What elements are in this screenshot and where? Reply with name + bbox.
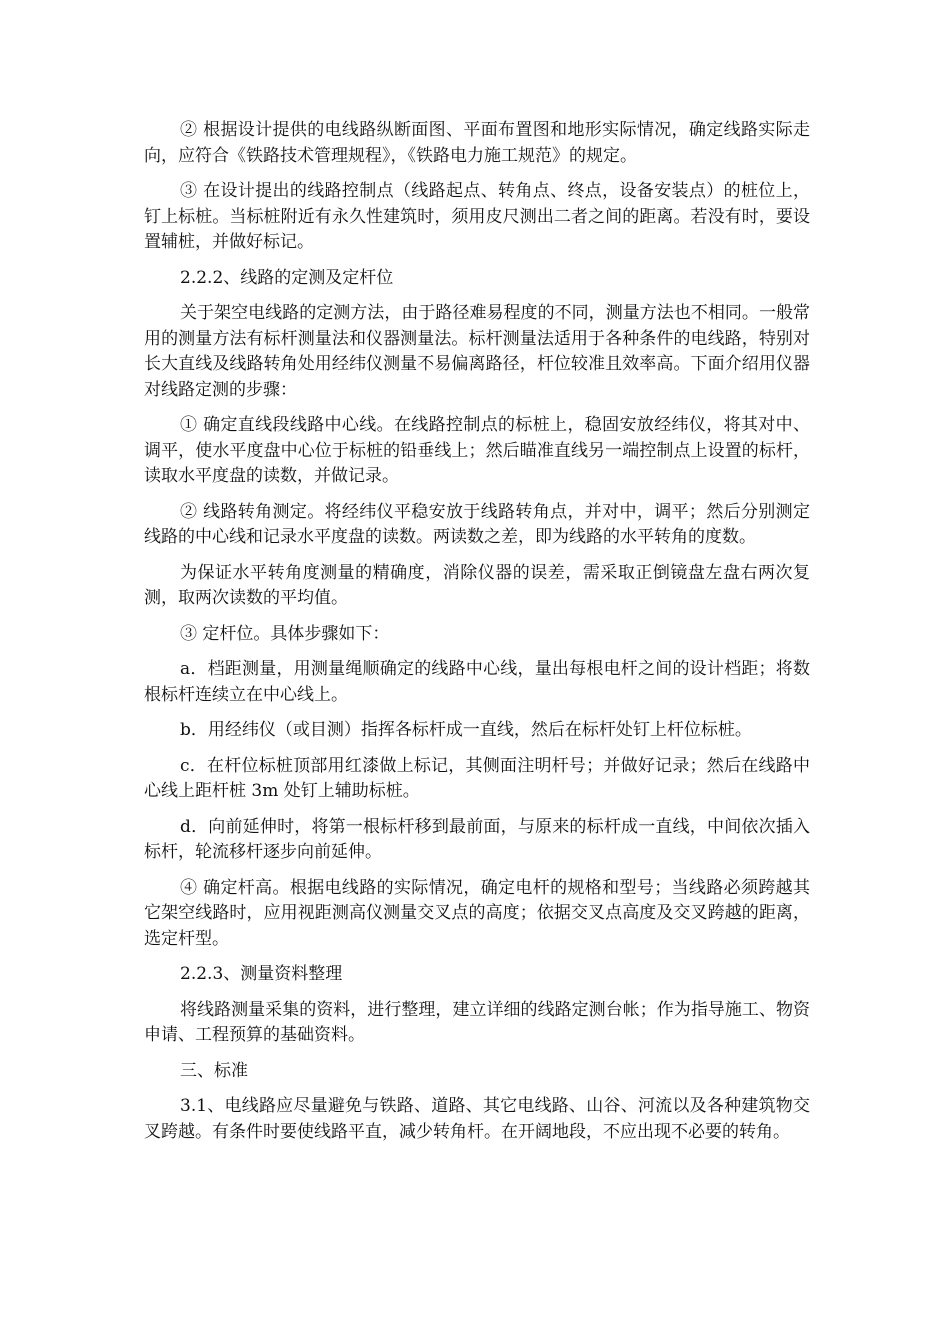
list-item-d: d．向前延伸时，将第一根标杆移到最前面，与原来的标杆成一直线，中间依次插入标杆，轮流移杆逐步向前延伸。 <box>144 816 810 862</box>
heading-2-2-2: 2.2.2、线路的定测及定杆位 <box>180 267 394 288</box>
paragraph-survey-methods: 关于架空电线路的定测方法，由于路径难易程度的不同，测量方法也不相同。一般常用的测量方法有标杆测量法和仪器测量法。标杆测量法适用于各种条件的电线路，特别对长大直线及线路转角处用经纬仪测量不易偏离路径，杆位较准且效率高。下面介绍用仪器对线路定测的步骤： <box>144 303 810 400</box>
paragraph-centerline: ① 确定直线段线路中心线。在线路控制点的标桩上，稳固安放经纬仪，将其对中、调平，使水平度盘中心位于标桩的铅垂线上；然后瞄准直线另一端控制点上设置的标杆，读取水平度盘的读数，并做记录。 <box>144 415 810 486</box>
paragraph-control-stakes: ③ 在设计提出的线路控制点（线路起点、转角点、终点，设备安装点）的桩位上，钉上标桩。当标桩附近有永久性建筑时，须用皮尺测出二者之间的距离。若没有时，要设置辅桩，并做好标记。 <box>144 181 810 252</box>
paragraph-accuracy: 为保证水平转角度测量的精确度，消除仪器的误差，需采取正倒镜盘左盘右两次复测，取两次读数的平均值。 <box>144 562 810 608</box>
paragraph-route-direction: ② 根据设计提供的电线路纵断面图、平面布置图和地形实际情况，确定线路实际走向，应符合《铁路技术管理规程》，《铁路电力施工规范》的规定。 <box>144 120 810 166</box>
paragraph-pole-position: ③ 定杆位。具体步骤如下： <box>180 623 390 644</box>
paragraph-3-1: 3.1、电线路应尽量避免与铁路、道路、其它电线路、山谷、河流以及各种建筑物交叉跨越。有条件时要使线路平直，减少转角杆。在开阔地段，不应出现不必要的转角。 <box>144 1096 810 1142</box>
paragraph-pole-height: ④ 确定杆高。根据电线路的实际情况，确定电杆的规格和型号；当线路必须跨越其它架空线路时，应用视距测高仪测量交叉点的高度；依据交叉点高度及交叉跨越的距离，选定杆型。 <box>144 877 810 949</box>
list-item-a: a．档距测量，用测量绳顺确定的线路中心线，量出每根电杆之间的设计档距；将数根标杆连续立在中心线上。 <box>144 659 810 705</box>
heading-2-2-3: 2.2.3、测量资料整理 <box>180 964 343 984</box>
heading-section-3: 三、标准 <box>180 1060 248 1081</box>
document-page <box>144 118 810 1145</box>
paragraph-turn-angle: ② 线路转角测定。将经纬仪平稳安放于线路转角点，并对中，调平；然后分别测定线路的中心线和记录水平度盘的读数。两读数之差，即为线路的水平转角的度数。 <box>144 501 810 547</box>
paragraph-data-organization: 将线路测量采集的资料，进行整理，建立详细的线路定测台帐；作为指导施工、物资申请、工程预算的基础资料。 <box>144 999 810 1045</box>
list-item-c: c．在杆位标桩顶部用红漆做上标记，其侧面注明杆号；并做好记录；然后在线路中心线上距杆桩 3m 处钉上辅助标桩。 <box>144 755 810 801</box>
list-item-b: b．用经纬仪（或目测）指挥各标杆成一直线，然后在标杆处钉上杆位标桩。 <box>180 720 752 740</box>
